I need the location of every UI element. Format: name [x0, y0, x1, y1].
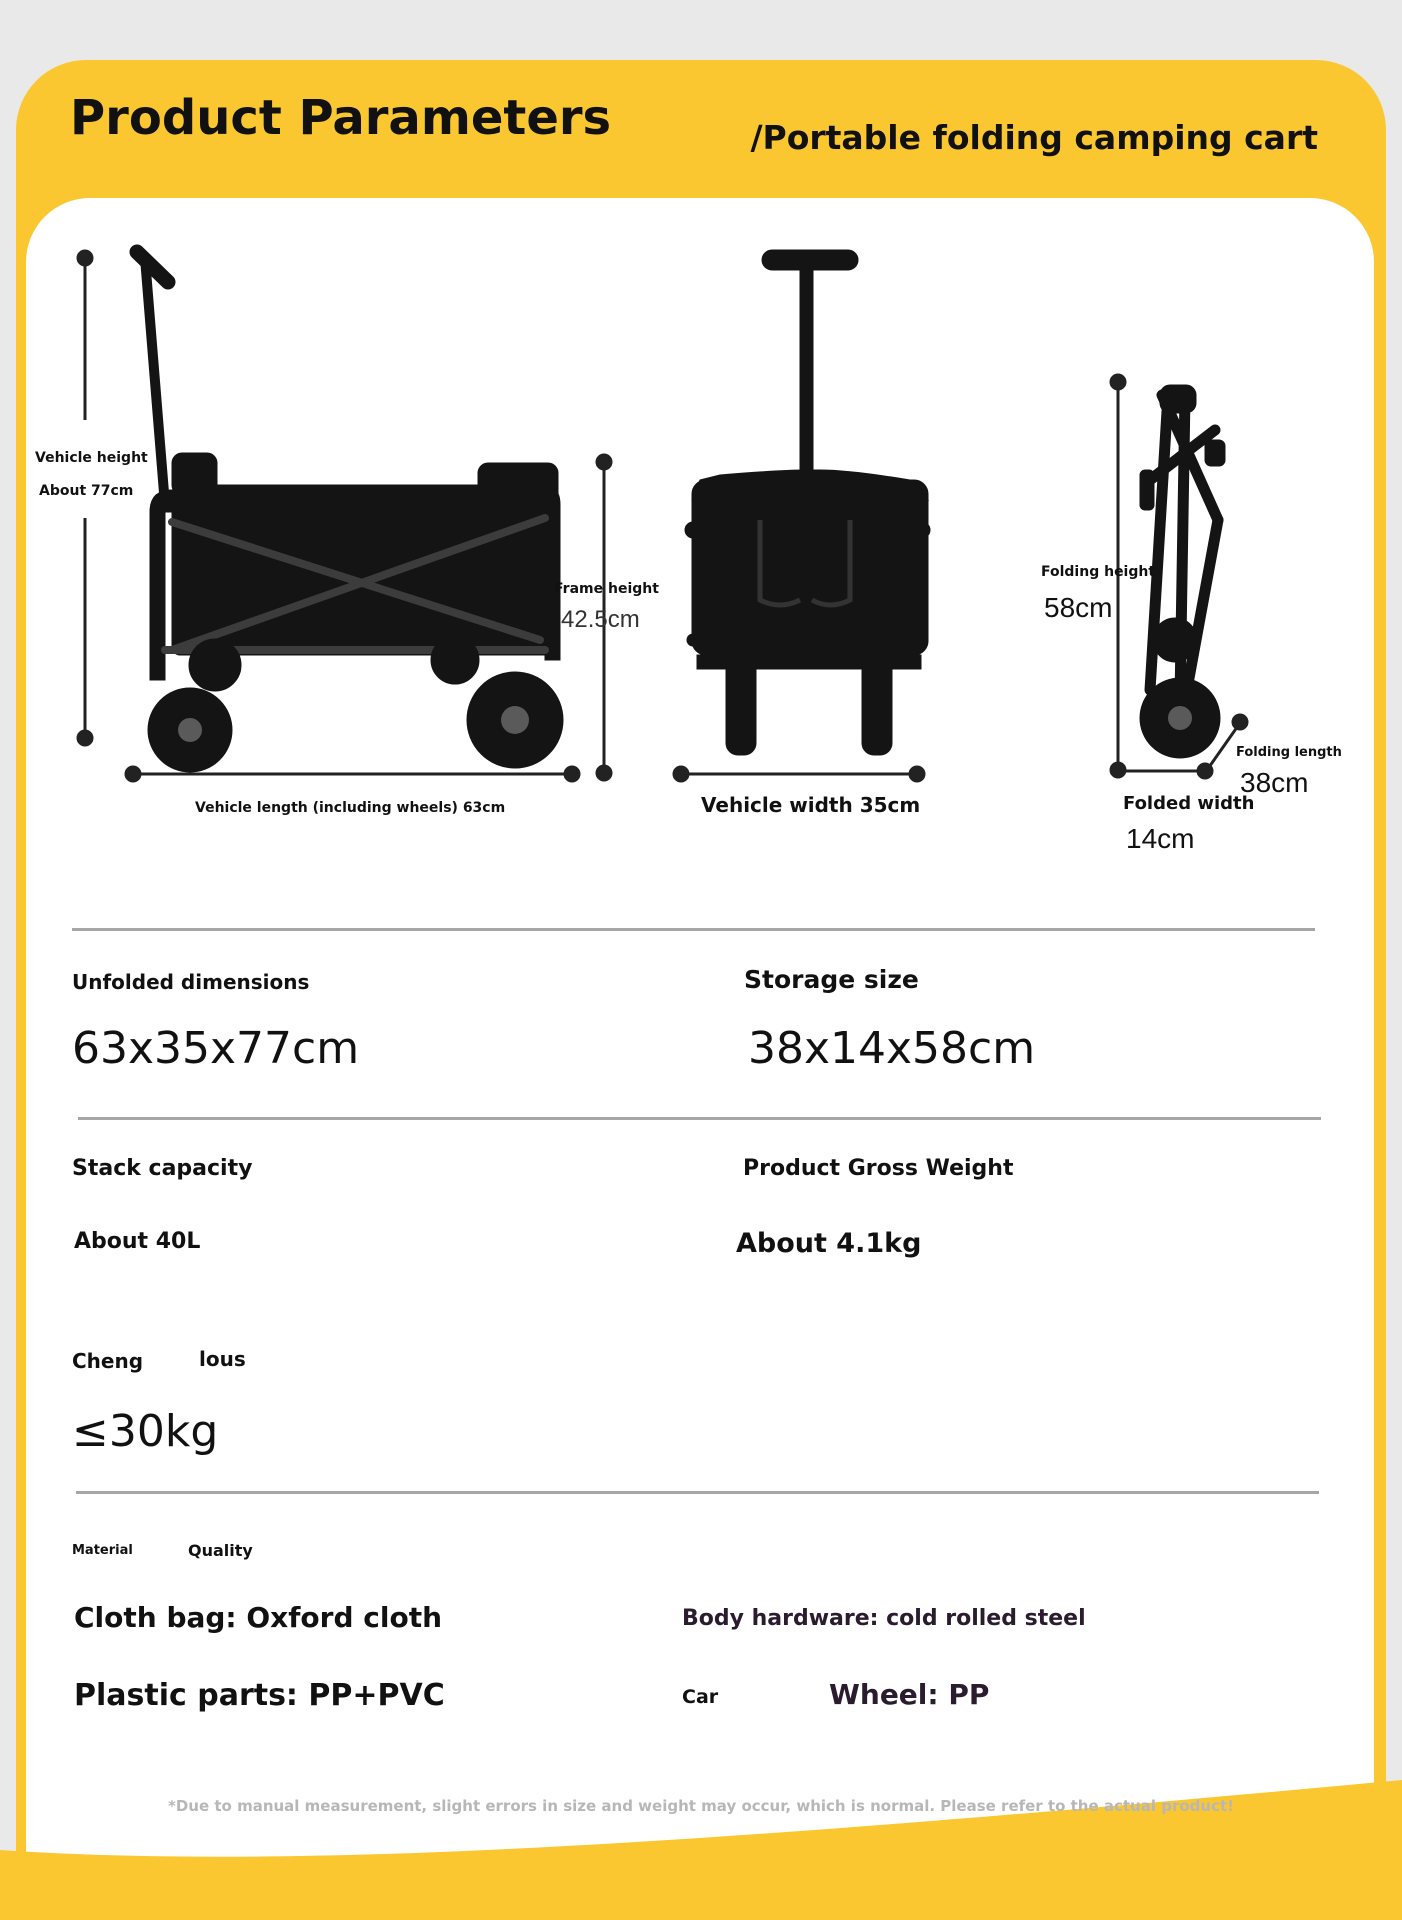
material-label-1: Material	[72, 1543, 133, 1558]
wheel-material: Wheel: PP	[829, 1678, 990, 1711]
divider-1	[72, 928, 1315, 931]
storage-size-label: Storage size	[744, 965, 919, 994]
cloth-bag-material: Cloth bag: Oxford cloth	[74, 1601, 443, 1634]
folding-length-value: 38cm	[1240, 767, 1309, 798]
material-label-2: Quality	[188, 1541, 253, 1560]
vehicle-length-label: Vehicle length (including wheels) 63cm	[195, 800, 506, 816]
vehicle-height-value: About 77cm	[39, 483, 134, 499]
unfolded-dimensions-value: 63x35x77cm	[72, 1023, 360, 1074]
gross-weight-value: About 4.1kg	[736, 1228, 922, 1259]
vehicle-width-label: Vehicle width 35cm	[701, 793, 921, 817]
vehicle-height-label: Vehicle height	[35, 450, 148, 466]
car-label: Car	[682, 1686, 719, 1708]
load-label-1: Cheng	[72, 1349, 144, 1373]
cart-front-view	[685, 250, 930, 755]
folding-length-label: Folding length	[1236, 745, 1342, 760]
gross-weight-label: Product Gross Weight	[743, 1156, 1014, 1181]
unfolded-dimensions-label: Unfolded dimensions	[72, 970, 310, 994]
body-hardware-material: Body hardware: cold rolled steel	[682, 1606, 1086, 1631]
divider-3	[76, 1491, 1319, 1494]
cart-dimension-diagram	[0, 0, 1402, 880]
cart-side-view	[137, 252, 563, 772]
load-label-2: lous	[199, 1347, 246, 1371]
plastic-parts-material: Plastic parts: PP+PVC	[74, 1678, 445, 1713]
storage-size-value: 38x14x58cm	[748, 1023, 1036, 1074]
page-title: Product Parameters	[70, 90, 612, 146]
load-capacity-value: ≤30kg	[72, 1406, 219, 1457]
frame-height-label: Frame height	[554, 581, 659, 597]
folding-height-label: Folding height	[1041, 564, 1156, 580]
bottom-yellow-wave	[0, 1770, 1402, 1920]
measurement-disclaimer: *Due to manual measurement, slight errors in size and weight may occur, which is normal. Please refer to the actual product!	[168, 1797, 1234, 1815]
frame-height-value: 42.5cm	[561, 606, 640, 633]
page-subtitle: /Portable folding camping cart	[750, 118, 1318, 157]
stack-capacity-value: About 40L	[74, 1229, 201, 1254]
folded-width-label: Folded width	[1123, 793, 1255, 814]
folded-width-value: 14cm	[1126, 823, 1195, 854]
folding-height-value: 58cm	[1044, 592, 1113, 623]
divider-2	[78, 1117, 1321, 1120]
stack-capacity-label: Stack capacity	[72, 1156, 253, 1181]
